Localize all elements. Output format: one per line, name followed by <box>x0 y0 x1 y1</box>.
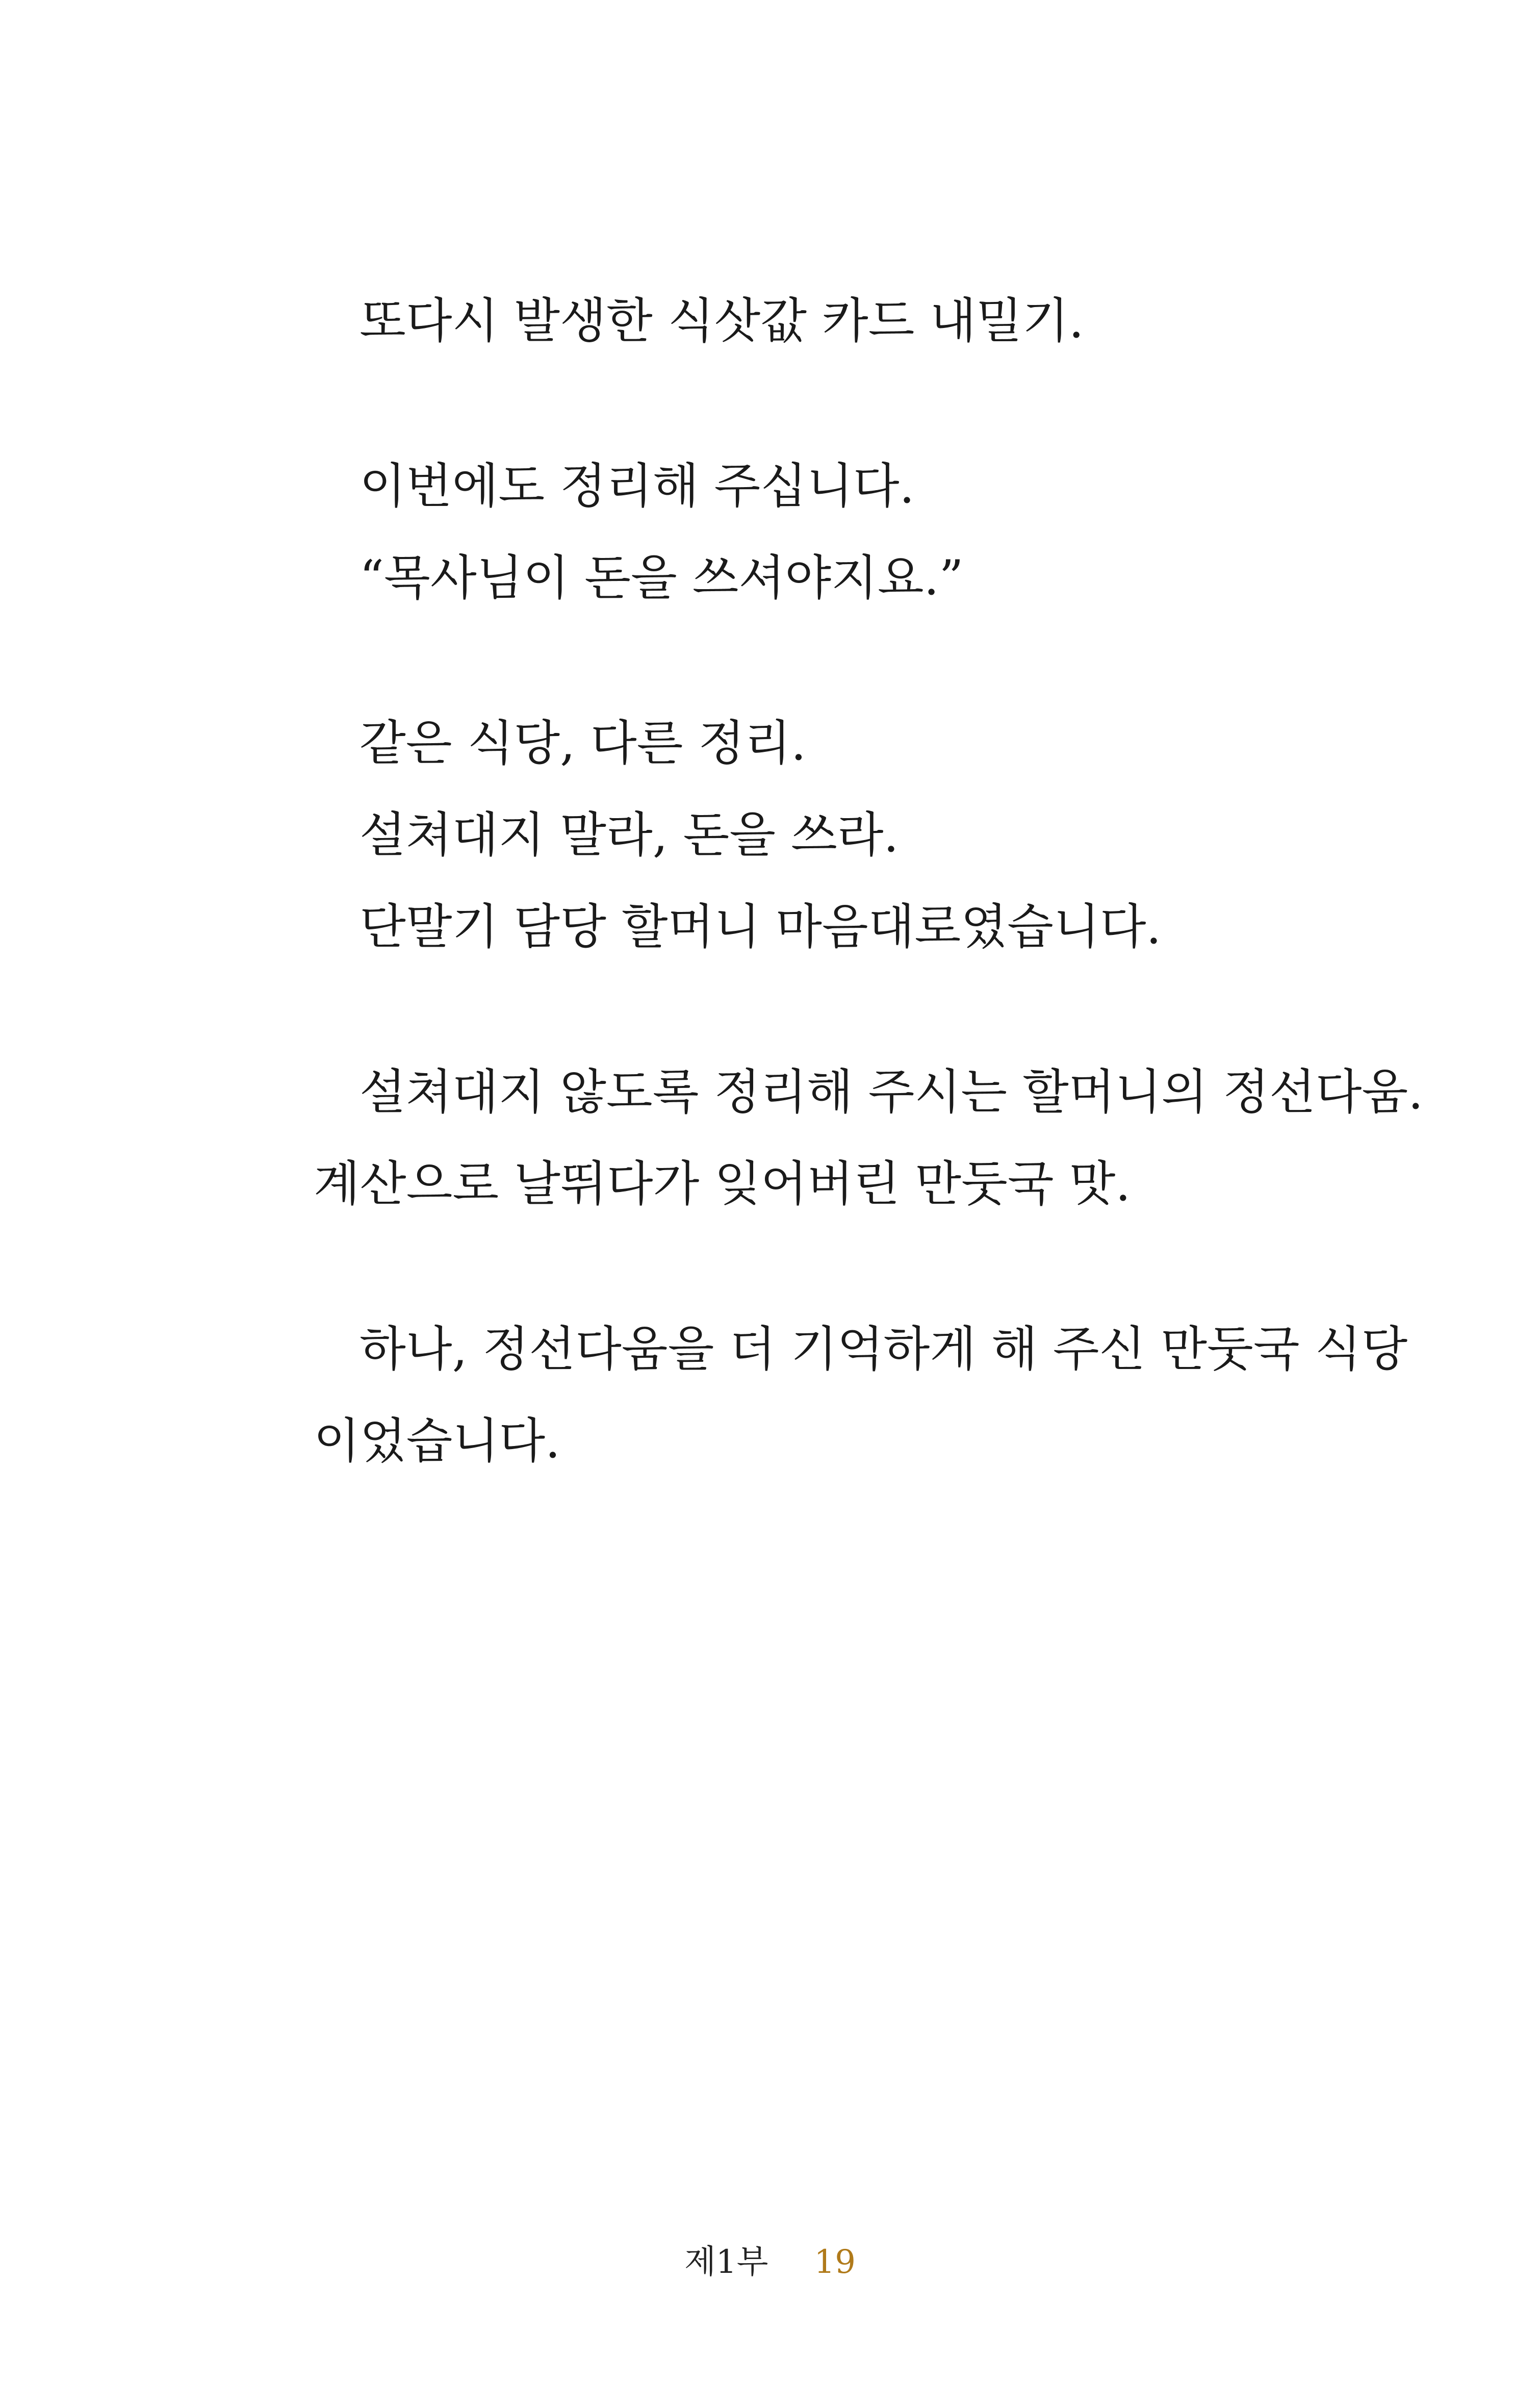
text-line: 계산으로 날뛰다가 잊어버린 만둣국 맛. <box>314 1156 1131 1212</box>
paragraph <box>314 698 1359 973</box>
page-body <box>314 275 1424 1487</box>
paragraph <box>314 1047 1424 1230</box>
text-line: 또다시 발생한 식삿값 카드 내밀기. <box>360 293 1084 349</box>
text-line: 설쳐대지 말라, 돈을 쓰라. <box>360 807 899 863</box>
paragraph <box>314 441 1359 624</box>
text-line: 설쳐대지 않도록 정리해 주시는 할머니의 정선다움. <box>360 1064 1424 1120</box>
text-line: “목사님이 돈을 쓰셔야지요.” <box>360 550 964 606</box>
paragraph-gap <box>314 1230 1359 1304</box>
page-number: 19 <box>814 2243 856 2281</box>
paragraph-gap <box>314 973 1359 1047</box>
text-line: 같은 식당, 다른 정리. <box>360 716 806 771</box>
page-footer <box>0 2237 1540 2288</box>
paragraph-gap <box>314 367 1359 441</box>
text-line: 단말기 담당 할머니 마음대로였습니다. <box>360 899 1162 955</box>
paragraph <box>314 275 1359 367</box>
text-line: 이었습니다. <box>314 1413 560 1469</box>
text-line: 이번에도 정리해 주십니다. <box>360 459 915 514</box>
paragraph-gap <box>314 624 1359 698</box>
text-line: 하나, 정선다움을 더 기억하게 해 주신 만둣국 식당 <box>360 1322 1408 1377</box>
section-label: 제1부 <box>684 2243 768 2281</box>
paragraph <box>314 1304 1408 1487</box>
